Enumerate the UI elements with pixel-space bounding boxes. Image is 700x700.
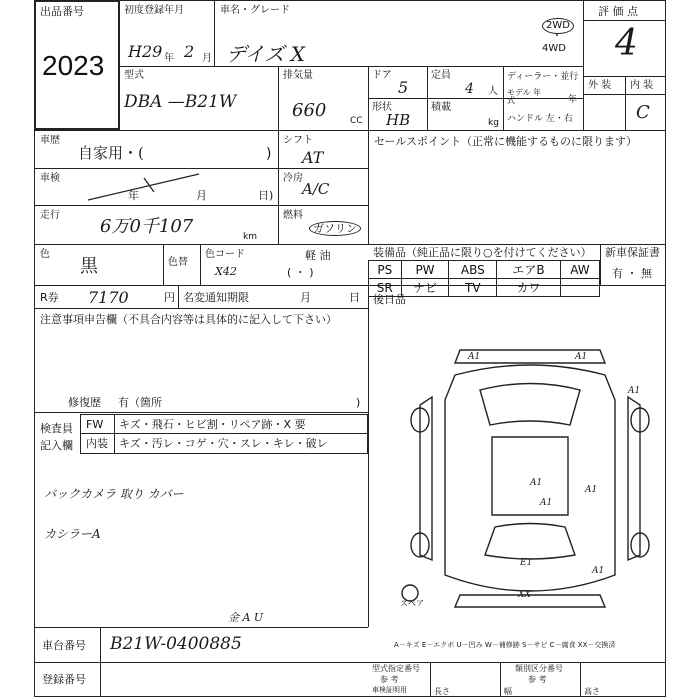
category-ref: 参 考 xyxy=(528,675,547,684)
type-designation-ref: 参 考 xyxy=(380,675,399,684)
equipment-item: カワ xyxy=(497,279,561,297)
name-change-day: 日 xyxy=(349,291,360,304)
model-label: 型式 xyxy=(124,70,144,81)
v-line-colorcode xyxy=(200,244,201,285)
windshield xyxy=(480,384,580,426)
color-code-value: X42 xyxy=(215,265,237,278)
v-line-1 xyxy=(214,0,215,66)
row2-mid xyxy=(368,98,583,99)
category-label: 類別区分番号 xyxy=(515,664,563,673)
inspection-label: 車検 xyxy=(40,173,60,184)
color-change-label: 色替 xyxy=(168,257,188,268)
year-unit: 年 xyxy=(568,95,578,105)
person-unit: 人 xyxy=(488,86,498,97)
equipment-item: PS xyxy=(369,261,402,279)
color-code-label: 色コード xyxy=(205,249,245,260)
fuel-light-oil: 軽 油 xyxy=(305,249,331,262)
shape-label: 形状 xyxy=(372,102,392,113)
rear-glass xyxy=(485,524,575,560)
first-reg-label: 初度登録年月 xyxy=(124,5,184,16)
sales-point-label: セールスポイント（正常に機能するものに限ります） xyxy=(374,135,638,148)
damage-mark: A1 xyxy=(592,566,605,576)
score-vsep xyxy=(625,76,626,130)
footer-v xyxy=(100,627,101,697)
fuel-paren: ( ・ ) xyxy=(287,266,314,279)
reg-number-label: 登録番号 xyxy=(42,673,86,686)
spare-label: スペア xyxy=(400,599,424,608)
int-items: キズ・汚レ・コゲ・穴・スレ・キレ・破レ xyxy=(119,437,328,450)
v-line-disp xyxy=(278,66,279,130)
shape-value: HB xyxy=(386,111,411,129)
damage-mark: A1 xyxy=(585,485,598,495)
warranty-label: 新車保証書 xyxy=(605,246,660,259)
capacity-label: 定員 xyxy=(431,70,451,81)
equipment-item: ABS xyxy=(449,261,497,279)
doors-value: 5 xyxy=(398,78,409,97)
color-value: 黒 xyxy=(80,256,98,277)
equipment-item: SR xyxy=(369,279,402,297)
name-grade-value: デイズ X xyxy=(226,42,305,66)
length-label: 長さ xyxy=(434,687,450,696)
model-value: DBA —B21W xyxy=(124,92,237,112)
shift-value: AT xyxy=(302,148,324,167)
drive-4wd: 4WD xyxy=(542,43,566,54)
equipment-table xyxy=(368,260,600,297)
v-line-sales xyxy=(368,130,369,244)
inspector-note-1: バックカメラ 取り カバー xyxy=(44,487,184,501)
notes-label: 注意事項申告欄（不具合内容等は具体的に記入して下さい） xyxy=(40,313,337,326)
score-label: 評 価 点 xyxy=(598,5,638,18)
width-label: 幅 xyxy=(504,687,512,696)
equipment-item: AW xyxy=(560,261,599,279)
equipment-item: ナビ xyxy=(401,279,449,297)
score-sep xyxy=(583,20,666,21)
damage-mark: E1 xyxy=(520,558,533,568)
legend: A－キズ E－エクボ U－凹み W－補修跡 S－サビ C－腐食 XX－交換済 xyxy=(394,641,616,649)
drive-dot: ・ xyxy=(552,31,562,42)
footer-right-v2 xyxy=(500,662,501,697)
equipment-row xyxy=(369,261,600,279)
color-label: 色 xyxy=(40,249,50,260)
height-label: 高さ xyxy=(584,687,600,696)
aircon-value: A/C xyxy=(302,180,330,198)
year-mark: 年 xyxy=(164,53,174,64)
lot-label: 出品番号 xyxy=(40,5,84,18)
int-value: C xyxy=(636,102,650,123)
recycle-label: R券 xyxy=(40,291,59,304)
equipment-item xyxy=(560,279,599,297)
displacement-label: 排気量 xyxy=(283,70,313,81)
footer-right-v3 xyxy=(580,662,581,697)
first-reg-month: 2 xyxy=(184,42,195,61)
first-reg-value: H29 xyxy=(128,42,163,61)
history-label: 車歴 xyxy=(40,135,60,146)
capacity-value: 4 xyxy=(465,81,474,97)
equipment-item: PW xyxy=(401,261,449,279)
damage-mark: A1 xyxy=(530,478,543,488)
dealer-label: ディーラー・並行 xyxy=(507,72,579,82)
row1-bottom-line xyxy=(120,66,583,67)
type-designation-label: 型式指定番号 xyxy=(372,664,420,673)
equipment-label: 装備品（純正品に限り○を付けてください） xyxy=(373,246,592,259)
int-label: 内 装 xyxy=(630,80,654,91)
kg-unit: kg xyxy=(488,118,499,128)
fw-items: キズ・飛石・ヒビ割・リペア跡・X 要 xyxy=(119,418,306,431)
car-damage-diagram xyxy=(400,345,660,620)
lot-number: 2023 xyxy=(42,50,105,81)
km-unit: km xyxy=(243,232,257,242)
equipment-item: TV xyxy=(449,279,497,297)
v-line-namechange xyxy=(178,285,179,308)
footer-right-v1 xyxy=(430,662,431,697)
yen-unit: 円 xyxy=(164,291,175,304)
recycle-value: 7170 xyxy=(88,288,129,307)
mileage-value: 6万0千107 xyxy=(100,216,194,237)
history-value: 自家用・( xyxy=(78,144,144,162)
inspector-mid xyxy=(80,433,368,434)
score-value: 4 xyxy=(615,23,638,64)
doors-label: ドア xyxy=(372,70,392,81)
footer-mid xyxy=(34,662,666,663)
inspector-note-2: カシラーA xyxy=(44,527,101,541)
inspector-label: 検査員 記入欄 xyxy=(40,422,73,452)
row5-bottom xyxy=(34,308,368,309)
inspector-note-3: 金 A U xyxy=(228,611,264,624)
chassis-label: 車台番号 xyxy=(42,639,86,652)
after-install-label: 後日品 xyxy=(373,293,406,306)
chassis-value: B21W-0400885 xyxy=(110,634,242,654)
v-line-cap xyxy=(427,66,428,130)
inspection-strike xyxy=(84,170,204,206)
displacement-value: 660 xyxy=(292,100,327,121)
cc-unit: CC xyxy=(350,116,363,126)
fuel-value: ガソリン xyxy=(309,221,361,236)
name-grade-label: 車名・グレード xyxy=(220,5,290,16)
inspection-year: 年 xyxy=(128,189,139,202)
repair-value: 有（箇所 xyxy=(118,396,162,409)
inspector-v xyxy=(114,414,115,454)
aircon-label: 冷房 xyxy=(283,173,303,184)
fw-label: FW xyxy=(86,418,104,431)
shift-label: シフト xyxy=(283,135,313,146)
inspection-day: 日) xyxy=(258,189,274,202)
model-year-label: モデル 年式 xyxy=(507,88,542,105)
inspection-month: 月 xyxy=(196,189,207,202)
v-line-right-col xyxy=(368,285,369,627)
drive-2wd: 2WD xyxy=(542,18,574,34)
repair-label: 修復歴 xyxy=(68,396,101,409)
fuel-label: 燃料 xyxy=(283,210,303,221)
equipment-item: エアB xyxy=(497,261,561,279)
footer-top xyxy=(34,627,368,628)
v-line-warranty xyxy=(600,244,601,286)
name-change-label: 名変通知期限 xyxy=(183,291,249,304)
history-close: ) xyxy=(266,146,272,162)
v-line-colorchange xyxy=(163,244,164,285)
load-label: 積載 xyxy=(431,102,451,113)
int-row-label: 内装 xyxy=(86,437,108,450)
warranty-value: 有 ・ 無 xyxy=(612,267,652,280)
v-line-shift xyxy=(278,130,279,244)
damage-mark: A1 xyxy=(628,386,641,396)
vehicle-cert-label: 車検証明用 xyxy=(372,686,407,694)
repair-close: ) xyxy=(356,396,361,409)
ext-label: 外 装 xyxy=(588,80,612,91)
handle-label: ハンドル 左・右 xyxy=(507,114,573,124)
month-mark: 月 xyxy=(202,53,212,64)
roof xyxy=(492,437,568,515)
name-change-month: 月 xyxy=(300,291,311,304)
mileage-label: 走行 xyxy=(40,210,60,221)
damage-mark: A1 xyxy=(468,352,481,362)
damage-mark: A1 xyxy=(575,352,588,362)
damage-mark: XX xyxy=(518,590,531,600)
damage-mark: A1 xyxy=(540,498,553,508)
row2-bottom-line xyxy=(34,130,666,131)
